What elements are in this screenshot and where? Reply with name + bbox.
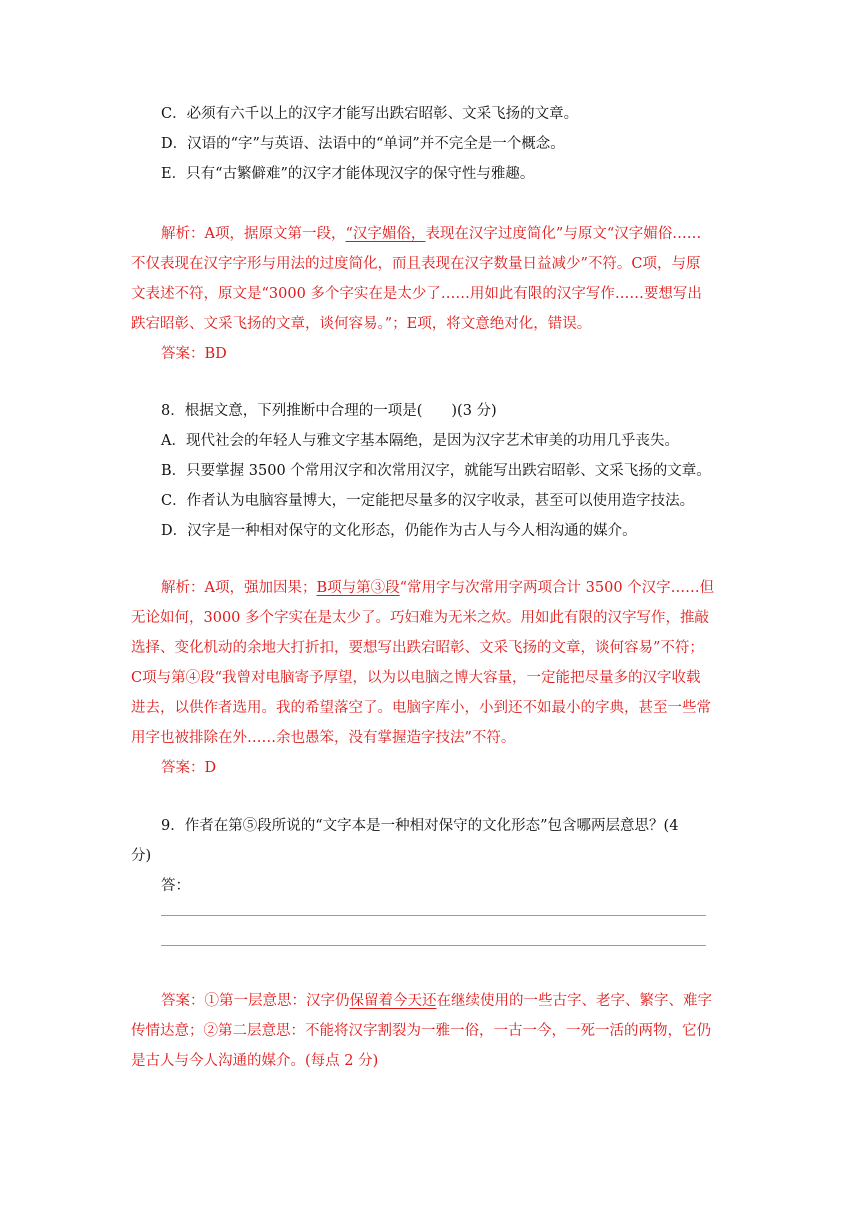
q8-option-c: C．作者认为电脑容量博大，一定能把尽量多的汉字收录，甚至可以使用造字技法。 <box>161 493 695 509</box>
q7-answer: 答案：BD <box>161 346 227 362</box>
q9-answer-prompt: 答： <box>161 878 190 894</box>
q9-answer-line: 传情达意；②第二层意思：不能将汉字割裂为一雅一俗，一古一今，一死一活的两物，它仍 <box>131 1023 711 1039</box>
q9-answer-text: 答案：①第一层意思：汉字仍 <box>161 993 350 1009</box>
q8-analysis-underlined: B项与第③段 <box>316 580 400 596</box>
q8-analysis-line: C项与第④段“我曾对电脑寄予厚望，以为以电脑之博大容量，一定能把尽量多的汉字收载 <box>131 670 701 686</box>
q7-analysis-text: 表现在汉字过度简化”与原文“汉字媚俗…… <box>425 226 702 242</box>
answer-blank-line <box>161 915 706 916</box>
q8-analysis-line <box>161 578 714 598</box>
q9-stem: 9．作者在第⑤段所说的“文字本是一种相对保守的文化形态”包含哪两层意思？(4 <box>161 818 679 834</box>
q8-analysis-text: 解析：A项，强加因果； <box>161 580 317 596</box>
q8-stem: 8．根据文意，下列推断中合理的一项是( )(3 分) <box>161 403 497 419</box>
q8-analysis-line: 用字也被排除在外……余也愚笨，没有掌握造字技法”不符。 <box>131 730 516 746</box>
q9-answer-underlined: 保留着今天还 <box>349 993 437 1009</box>
q7-option-e: E．只有“古繁僻难”的汉字才能体现汉字的保守性与雅趣。 <box>161 166 535 182</box>
q7-analysis-line <box>161 224 701 244</box>
q8-answer: 答案：D <box>161 760 217 776</box>
q8-option-d: D．汉字是一种相对保守的文化形态，仍能作为古人与今人相沟通的媒介。 <box>161 523 637 539</box>
q8-option-a: A．现代社会的年轻人与雅文字基本隔绝，是因为汉字艺术审美的功用几乎丧失。 <box>161 433 679 449</box>
q8-option-b: B．只要掌握 3500 个常用汉字和次常用汉字，就能写出跌宕昭彰、文采飞扬的文章。 <box>161 463 711 479</box>
q7-analysis-text: 解析：A项，据原文第一段， <box>161 226 346 242</box>
q7-analysis-line: 文表述不符，原文是“3000 多个字实在是太少了……用如此有限的汉字写作……要想写出 <box>131 286 702 302</box>
q9-answer-line: 是古人与今人沟通的媒介。(每点 2 分) <box>131 1053 379 1069</box>
q9-answer-line <box>161 991 712 1011</box>
q7-analysis-underlined: “汉字媚俗， <box>345 226 426 242</box>
q7-option-d: D．汉语的“字”与英语、法语中的“单词”并不完全是一个概念。 <box>161 136 565 152</box>
q9-stem: 分) <box>131 848 152 864</box>
q9-answer-text: 在继续使用的一些古字、老字、繁字、难字 <box>436 993 712 1009</box>
q8-analysis-line: 选择、变化机动的余地大打折扣，要想写出跌宕昭彰、文采飞扬的文章，谈何容易”不符； <box>131 640 704 656</box>
q8-analysis-line: 无论如何，3000 多个字实在是太少了。巧妇难为无米之炊。用如此有限的汉字写作，推敲 <box>131 610 710 626</box>
q7-analysis-line: 跌宕昭彰、文采飞扬的文章，谈何容易。”；E项，将文意绝对化，错误。 <box>131 316 592 332</box>
answer-blank-line <box>161 945 706 946</box>
q7-option-c: C．必须有六千以上的汉字才能写出跌宕昭彰、文采飞扬的文章。 <box>161 106 579 122</box>
q7-analysis-line: 不仅表现在汉字字形与用法的过度简化，而且表现在汉字数量日益减少”不符。C项，与原 <box>131 256 701 272</box>
q8-analysis-line: 进去，以供作者选用。我的希望落空了。电脑字库小，小到还不如最小的字典，甚至一些常 <box>131 700 711 716</box>
q8-analysis-text: “常用字与次常用字两项合计 3500 个汉字……但 <box>399 580 715 596</box>
